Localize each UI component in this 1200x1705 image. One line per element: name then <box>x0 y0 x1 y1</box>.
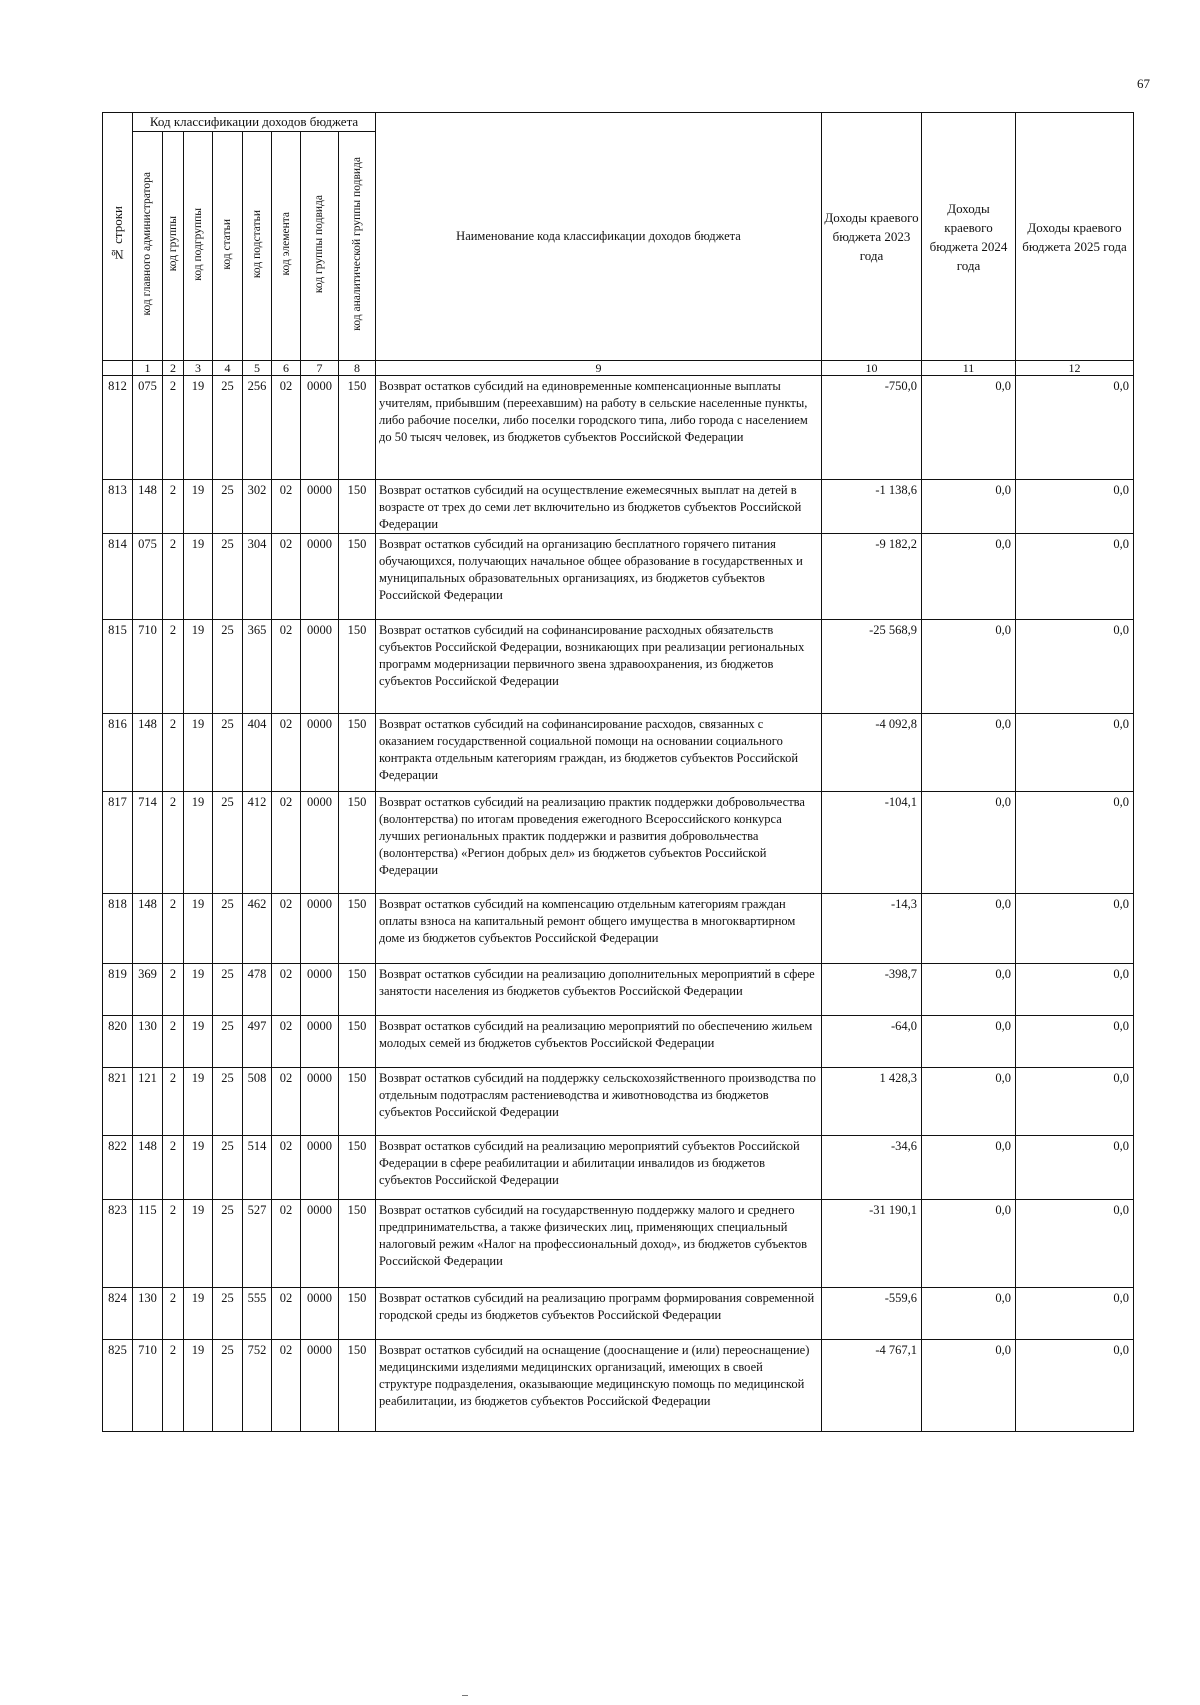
name-column-header: Наименование кода классификации доходов бюджета <box>376 113 822 361</box>
amount-2023-cell: -398,7 <box>822 964 922 1016</box>
column-number: 11 <box>922 361 1016 376</box>
admin-code-cell: 075 <box>133 534 163 620</box>
amount-2025-cell: 0,0 <box>1016 964 1134 1016</box>
row-number-cell: 813 <box>103 480 133 534</box>
amount-2023-cell: 1 428,3 <box>822 1068 922 1136</box>
amount-2025-cell: 0,0 <box>1016 480 1134 534</box>
table-row <box>103 1288 1134 1340</box>
analytic-group-code-cell: 150 <box>339 792 376 894</box>
amount-2024-cell: 0,0 <box>922 1340 1016 1432</box>
subtype-group-code-cell: 0000 <box>301 1016 339 1068</box>
subarticle-code-cell: 462 <box>243 894 272 964</box>
group-code-cell: 2 <box>163 534 184 620</box>
table-row <box>103 714 1134 792</box>
table-row <box>103 1136 1134 1200</box>
revenue-name-cell: Возврат остатков субсидий на софинансирование расходов, связанных с оказанием государственной социальной помощи на основании социального контракта отдельным категориям граждан, из бюджетов субъектов Российской Федерации <box>376 714 822 792</box>
row-number-cell: 812 <box>103 376 133 480</box>
row-number-cell: 815 <box>103 620 133 714</box>
subarticle-code-cell: 527 <box>243 1200 272 1288</box>
group-code-cell: 2 <box>163 1340 184 1432</box>
group-code-cell: 2 <box>163 1200 184 1288</box>
subgroup-code-cell: 19 <box>184 480 213 534</box>
subarticle-code-cell: 256 <box>243 376 272 480</box>
analytic-group-code-cell: 150 <box>339 1200 376 1288</box>
group-code-cell: 2 <box>163 792 184 894</box>
analytic-group-code-cell: 150 <box>339 1288 376 1340</box>
element-code-cell: 02 <box>272 714 301 792</box>
group-code-cell: 2 <box>163 964 184 1016</box>
subarticle-code-cell: 508 <box>243 1068 272 1136</box>
subtype-group-code-cell: 0000 <box>301 376 339 480</box>
amount-2025-cell: 0,0 <box>1016 1068 1134 1136</box>
amount-2024-cell: 0,0 <box>922 1016 1016 1068</box>
amount-2023-cell: -34,6 <box>822 1136 922 1200</box>
subtype-group-code-cell: 0000 <box>301 1068 339 1136</box>
page-number: 67 <box>1137 76 1150 91</box>
subgroup-code-cell: 19 <box>184 964 213 1016</box>
admin-code-header: код главного администратора <box>133 132 163 361</box>
table-body <box>103 376 1134 1432</box>
table-row <box>103 1016 1134 1068</box>
group-code-cell: 2 <box>163 1136 184 1200</box>
row-number-cell: 814 <box>103 534 133 620</box>
row-number-cell: 821 <box>103 1068 133 1136</box>
revenue-name-cell: Возврат остатков субсидий на поддержку сельскохозяйственного производства по отдельным подотраслям растениеводства и животноводства из бюджетов субъектов Российской Федерации <box>376 1068 822 1136</box>
admin-code-cell: 148 <box>133 1136 163 1200</box>
subarticle-code-header: код подстатьи <box>243 132 272 361</box>
amount-2024-cell: 0,0 <box>922 1136 1016 1200</box>
table-row <box>103 1068 1134 1136</box>
column-number-blank <box>103 361 133 376</box>
column-number: 5 <box>243 361 272 376</box>
subgroup-code-cell: 19 <box>184 1136 213 1200</box>
table-row <box>103 894 1134 964</box>
admin-code-cell: 148 <box>133 714 163 792</box>
amount-2024-cell: 0,0 <box>922 480 1016 534</box>
admin-code-cell: 710 <box>133 1340 163 1432</box>
admin-code-cell: 075 <box>133 376 163 480</box>
revenue-name-cell: Возврат остатков субсидий на компенсацию отдельным категориям граждан оплаты взноса на капитальный ремонт общего имущества в многоквартирном доме из бюджетов субъектов Российской Федерации <box>376 894 822 964</box>
revenue-name-cell: Возврат остатков субсидий на оснащение (дооснащение и (или) переоснащение) медицинскими изделиями медицинских организаций, имеющих в своей структуре подразделения, оказывающие медицинскую помощь по медицинской реабилитации, из бюджетов субъектов Российской Федерации <box>376 1340 822 1432</box>
amount-2023-cell: -1 138,6 <box>822 480 922 534</box>
element-code-cell: 02 <box>272 1136 301 1200</box>
article-code-cell: 25 <box>213 480 243 534</box>
revenue-name-cell: Возврат остатков субсидий на реализацию мероприятий по обеспечению жильем молодых семей из бюджетов субъектов Российской Федерации <box>376 1016 822 1068</box>
column-number: 1 <box>133 361 163 376</box>
amount-2025-cell: 0,0 <box>1016 620 1134 714</box>
amount-2023-cell: -14,3 <box>822 894 922 964</box>
amount-2025-cell: 0,0 <box>1016 894 1134 964</box>
article-code-cell: 25 <box>213 1136 243 1200</box>
year-2023-header: Доходы краевого бюджета 2023 года <box>822 113 922 361</box>
subarticle-code-cell: 365 <box>243 620 272 714</box>
amount-2025-cell: 0,0 <box>1016 1016 1134 1068</box>
table-row <box>103 792 1134 894</box>
element-code-cell: 02 <box>272 376 301 480</box>
revenue-name-cell: Возврат остатков субсидий на единовременные компенсационные выплаты учителям, прибывшим (переехавшим) на работу в сельские населенные пункты, либо рабочие поселки, либо поселки городского типа, либо города с населением до 50 тысяч человек, из бюджетов субъектов Российской Федерации <box>376 376 822 480</box>
subtype-group-code-header: код группы подвида <box>301 132 339 361</box>
amount-2023-cell: -64,0 <box>822 1016 922 1068</box>
subgroup-code-cell: 19 <box>184 894 213 964</box>
amount-2024-cell: 0,0 <box>922 1200 1016 1288</box>
subarticle-code-cell: 497 <box>243 1016 272 1068</box>
group-code-cell: 2 <box>163 1068 184 1136</box>
column-number-row <box>103 361 1134 376</box>
article-code-cell: 25 <box>213 1340 243 1432</box>
table-row <box>103 376 1134 480</box>
article-code-cell: 25 <box>213 792 243 894</box>
table-row <box>103 1200 1134 1288</box>
subgroup-code-cell: 19 <box>184 714 213 792</box>
subtype-group-code-cell: 0000 <box>301 1340 339 1432</box>
subtype-group-code-cell: 0000 <box>301 894 339 964</box>
amount-2025-cell: 0,0 <box>1016 1136 1134 1200</box>
group-code-header: код группы <box>163 132 184 361</box>
element-code-cell: 02 <box>272 1068 301 1136</box>
group-code-cell: 2 <box>163 714 184 792</box>
subarticle-code-cell: 412 <box>243 792 272 894</box>
admin-code-cell: 714 <box>133 792 163 894</box>
element-code-cell: 02 <box>272 620 301 714</box>
admin-code-cell: 148 <box>133 894 163 964</box>
article-code-cell: 25 <box>213 1016 243 1068</box>
article-code-cell: 25 <box>213 534 243 620</box>
revenue-name-cell: Возврат остатков субсидий на организацию бесплатного горячего питания обучающихся, получающих начальное общее образование в государственных и муниципальных образовательных организациях, из бюджетов субъектов Российской Федерации <box>376 534 822 620</box>
group-code-cell: 2 <box>163 480 184 534</box>
column-number: 4 <box>213 361 243 376</box>
analytic-group-code-cell: 150 <box>339 480 376 534</box>
subgroup-code-cell: 19 <box>184 792 213 894</box>
article-code-cell: 25 <box>213 894 243 964</box>
code-group-header: Код классификации доходов бюджета <box>133 113 376 132</box>
amount-2024-cell: 0,0 <box>922 714 1016 792</box>
row-number-cell: 823 <box>103 1200 133 1288</box>
element-code-cell: 02 <box>272 792 301 894</box>
revenue-name-cell: Возврат остатков субсидий на реализацию мероприятий субъектов Российской Федерации в сфере реабилитации и абилитации инвалидов из бюджетов субъектов Российской Федерации <box>376 1136 822 1200</box>
analytic-group-code-cell: 150 <box>339 1340 376 1432</box>
article-code-cell: 25 <box>213 620 243 714</box>
amount-2025-cell: 0,0 <box>1016 534 1134 620</box>
subtype-group-code-cell: 0000 <box>301 1288 339 1340</box>
subarticle-code-cell: 478 <box>243 964 272 1016</box>
amount-2024-cell: 0,0 <box>922 534 1016 620</box>
row-number-cell: 824 <box>103 1288 133 1340</box>
article-code-cell: 25 <box>213 964 243 1016</box>
article-code-cell: 25 <box>213 714 243 792</box>
amount-2025-cell: 0,0 <box>1016 1200 1134 1288</box>
subgroup-code-cell: 19 <box>184 1340 213 1432</box>
amount-2023-cell: -9 182,2 <box>822 534 922 620</box>
row-number-header-label: № строки <box>110 206 125 263</box>
subgroup-code-cell: 19 <box>184 620 213 714</box>
subarticle-code-cell: 555 <box>243 1288 272 1340</box>
amount-2024-cell: 0,0 <box>922 1288 1016 1340</box>
amount-2025-cell: 0,0 <box>1016 376 1134 480</box>
amount-2023-cell: -4 092,8 <box>822 714 922 792</box>
analytic-group-code-cell: 150 <box>339 534 376 620</box>
amount-2025-cell: 0,0 <box>1016 714 1134 792</box>
row-number-cell: 817 <box>103 792 133 894</box>
subtype-group-code-cell: 0000 <box>301 1200 339 1288</box>
row-number-cell: 822 <box>103 1136 133 1200</box>
analytic-group-code-cell: 150 <box>339 714 376 792</box>
subgroup-code-header: код подгруппы <box>184 132 213 361</box>
revenue-name-cell: Возврат остатков субсидий на реализацию программ формирования современной городской среды из бюджетов субъектов Российской Федерации <box>376 1288 822 1340</box>
row-number-cell: 818 <box>103 894 133 964</box>
subarticle-code-cell: 304 <box>243 534 272 620</box>
table-row <box>103 480 1134 534</box>
admin-code-cell: 369 <box>133 964 163 1016</box>
year-2025-header: Доходы краевого бюджета 2025 года <box>1016 113 1134 361</box>
group-code-cell: 2 <box>163 620 184 714</box>
admin-code-cell: 710 <box>133 620 163 714</box>
admin-code-cell: 115 <box>133 1200 163 1288</box>
element-code-cell: 02 <box>272 480 301 534</box>
subtype-group-code-cell: 0000 <box>301 792 339 894</box>
amount-2023-cell: -25 568,9 <box>822 620 922 714</box>
subgroup-code-cell: 19 <box>184 1016 213 1068</box>
row-number-cell: 825 <box>103 1340 133 1432</box>
analytic-group-code-cell: 150 <box>339 1016 376 1068</box>
admin-code-cell: 121 <box>133 1068 163 1136</box>
element-code-cell: 02 <box>272 1200 301 1288</box>
amount-2023-cell: -104,1 <box>822 792 922 894</box>
amount-2024-cell: 0,0 <box>922 792 1016 894</box>
group-code-cell: 2 <box>163 1288 184 1340</box>
analytic-group-code-cell: 150 <box>339 894 376 964</box>
amount-2023-cell: -559,6 <box>822 1288 922 1340</box>
budget-revenue-table <box>102 112 1134 1432</box>
revenue-name-cell: Возврат остатков субсидий на реализацию практик поддержки добровольчества (волонтерства) по итогам проведения ежегодного Всероссийского конкурса лучших региональных практик поддержки и развития добровольчества (волонтерства) «Регион добрых дел» из бюджетов субъектов Российской Федерации <box>376 792 822 894</box>
subtype-group-code-cell: 0000 <box>301 964 339 1016</box>
amount-2025-cell: 0,0 <box>1016 1288 1134 1340</box>
analytic-group-code-cell: 150 <box>339 620 376 714</box>
article-code-cell: 25 <box>213 1200 243 1288</box>
article-code-cell: 25 <box>213 1288 243 1340</box>
analytic-group-code-header: код аналитической группы подвида <box>339 132 376 361</box>
revenue-name-cell: Возврат остатков субсидии на реализацию дополнительных мероприятий в сфере занятости населения из бюджетов субъектов Российской Федерации <box>376 964 822 1016</box>
revenue-name-cell: Возврат остатков субсидий на софинансирование расходных обязательств субъектов Российской Федерации, возникающих при реализации региональных программ модернизации первичного звена здравоохранения, из бюджетов субъектов Российской Федерации <box>376 620 822 714</box>
amount-2024-cell: 0,0 <box>922 376 1016 480</box>
analytic-group-code-cell: 150 <box>339 376 376 480</box>
table-row <box>103 620 1134 714</box>
subgroup-code-cell: 19 <box>184 534 213 620</box>
footer-dash <box>462 1695 468 1696</box>
subgroup-code-cell: 19 <box>184 1288 213 1340</box>
row-number-header <box>103 113 133 361</box>
admin-code-cell: 130 <box>133 1288 163 1340</box>
subarticle-code-cell: 514 <box>243 1136 272 1200</box>
article-code-cell: 25 <box>213 1068 243 1136</box>
amount-2024-cell: 0,0 <box>922 1068 1016 1136</box>
article-code-cell: 25 <box>213 376 243 480</box>
table-row <box>103 1340 1134 1432</box>
analytic-group-code-cell: 150 <box>339 964 376 1016</box>
element-code-cell: 02 <box>272 1288 301 1340</box>
row-number-cell: 819 <box>103 964 133 1016</box>
amount-2024-cell: 0,0 <box>922 894 1016 964</box>
amount-2023-cell: -750,0 <box>822 376 922 480</box>
group-code-cell: 2 <box>163 1016 184 1068</box>
element-code-cell: 02 <box>272 534 301 620</box>
subarticle-code-cell: 302 <box>243 480 272 534</box>
subtype-group-code-cell: 0000 <box>301 620 339 714</box>
column-number: 3 <box>184 361 213 376</box>
amount-2024-cell: 0,0 <box>922 964 1016 1016</box>
column-number: 7 <box>301 361 339 376</box>
element-code-cell: 02 <box>272 894 301 964</box>
admin-code-cell: 130 <box>133 1016 163 1068</box>
column-number: 10 <box>822 361 922 376</box>
subgroup-code-cell: 19 <box>184 1200 213 1288</box>
column-number: 9 <box>376 361 822 376</box>
analytic-group-code-cell: 150 <box>339 1136 376 1200</box>
column-number: 12 <box>1016 361 1134 376</box>
subtype-group-code-cell: 0000 <box>301 714 339 792</box>
year-2024-header: Доходы краевого бюджета 2024 года <box>922 113 1016 361</box>
analytic-group-code-cell: 150 <box>339 1068 376 1136</box>
revenue-name-cell: Возврат остатков субсидий на осуществление ежемесячных выплат на детей в возрасте от трех до семи лет включительно из бюджетов субъектов Российской Федерации <box>376 480 822 534</box>
subarticle-code-cell: 752 <box>243 1340 272 1432</box>
column-number: 8 <box>339 361 376 376</box>
column-number: 2 <box>163 361 184 376</box>
row-number-cell: 820 <box>103 1016 133 1068</box>
amount-2025-cell: 0,0 <box>1016 792 1134 894</box>
element-code-cell: 02 <box>272 1016 301 1068</box>
amount-2023-cell: -4 767,1 <box>822 1340 922 1432</box>
element-code-header: код элемента <box>272 132 301 361</box>
table-row <box>103 964 1134 1016</box>
revenue-name-cell: Возврат остатков субсидий на государственную поддержку малого и среднего предпринимательства, а также физических лиц, применяющих специальный налоговый режим «Налог на профессиональный доход», из бюджетов субъектов Российской Федерации <box>376 1200 822 1288</box>
amount-2025-cell: 0,0 <box>1016 1340 1134 1432</box>
row-number-cell: 816 <box>103 714 133 792</box>
article-code-header: код статьи <box>213 132 243 361</box>
admin-code-cell: 148 <box>133 480 163 534</box>
amount-2024-cell: 0,0 <box>922 620 1016 714</box>
group-code-cell: 2 <box>163 376 184 480</box>
subgroup-code-cell: 19 <box>184 1068 213 1136</box>
amount-2023-cell: -31 190,1 <box>822 1200 922 1288</box>
group-code-cell: 2 <box>163 894 184 964</box>
subgroup-code-cell: 19 <box>184 376 213 480</box>
subtype-group-code-cell: 0000 <box>301 534 339 620</box>
subtype-group-code-cell: 0000 <box>301 1136 339 1200</box>
column-number: 6 <box>272 361 301 376</box>
table-row <box>103 534 1134 620</box>
element-code-cell: 02 <box>272 1340 301 1432</box>
subtype-group-code-cell: 0000 <box>301 480 339 534</box>
subarticle-code-cell: 404 <box>243 714 272 792</box>
element-code-cell: 02 <box>272 964 301 1016</box>
